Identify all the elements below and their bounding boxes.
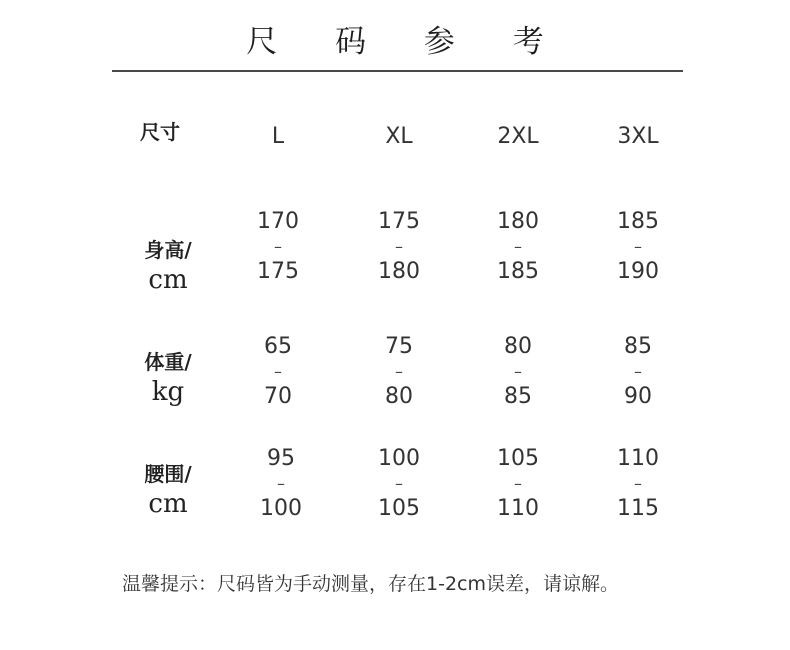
size-header-label: 尺寸 xyxy=(140,120,180,144)
height-range-2xl: 180 – 185 xyxy=(497,209,539,284)
row-label-text: 身高/ xyxy=(144,238,192,262)
row-label-waist xyxy=(128,458,208,519)
waist-range-3xl: 110 – 115 xyxy=(617,446,659,521)
waist-range-xl: 100 – 105 xyxy=(378,446,420,521)
row-unit: cm xyxy=(148,489,188,519)
measurement-note: 温馨提示：尺码皆为手动测量，存在1-2cm误差，请谅解。 xyxy=(122,573,619,595)
row-unit: cm xyxy=(148,265,188,295)
waist-range-2xl: 105 – 110 xyxy=(497,446,539,521)
height-range-xl: 175 – 180 xyxy=(378,209,420,284)
row-label-text: 体重/ xyxy=(144,350,192,374)
size-column-3xl: 3XL xyxy=(617,124,659,149)
size-column-l: L xyxy=(271,124,285,149)
row-label-text: 腰围/ xyxy=(144,462,192,486)
weight-range-2xl: 80 – 85 xyxy=(504,334,532,409)
height-range-l: 170 – 175 xyxy=(257,209,299,284)
weight-range-3xl: 85 – 90 xyxy=(624,334,652,409)
size-column-xl: XL xyxy=(385,124,413,149)
row-label-weight xyxy=(128,346,208,407)
weight-range-l: 65 – 70 xyxy=(264,334,292,409)
row-label-height xyxy=(128,234,208,295)
page-title: 尺 码 参 考 xyxy=(246,24,568,60)
size-column-2xl: 2XL xyxy=(497,124,539,149)
row-unit: kg xyxy=(151,377,185,407)
title-divider xyxy=(112,70,683,72)
height-range-3xl: 185 – 190 xyxy=(617,209,659,284)
waist-range-l: 95 – 100 xyxy=(260,446,302,521)
weight-range-xl: 75 – 80 xyxy=(385,334,413,409)
